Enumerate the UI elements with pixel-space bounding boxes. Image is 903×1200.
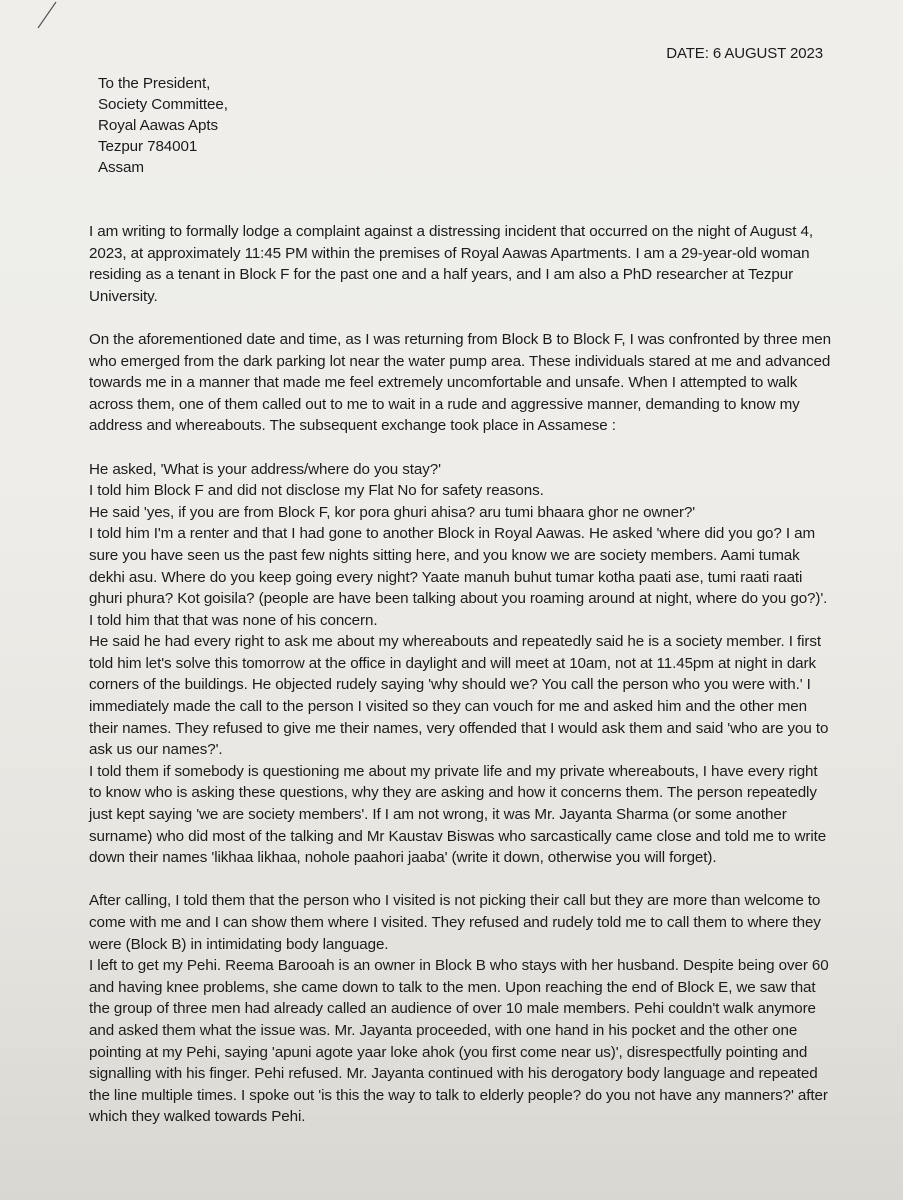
address-line: To the President, xyxy=(98,75,211,92)
address-line: Royal Aawas Apts xyxy=(98,117,218,134)
recipient-address xyxy=(98,73,228,178)
paragraph-incident: On the aforementioned date and time, as I was returning from Block B to Block F, I was confronted by three men who emerged from the dark parking lot near the water pump area. These individuals stared at me and advanced towards me in a manner that made me feel extremely uncomfortable and unsafe. When I attempted to walk across them, one of them called out to me to wait in a rude and aggressive manner, demanding to know my address and whereabouts. The subsequent exchange took place in Assamese : xyxy=(89,330,832,435)
address-line: Society Committee, xyxy=(98,96,228,113)
address-line: Tezpur 784001 xyxy=(98,138,198,155)
dialogue-line: I told him Block F and did not disclose my Flat No for safety reasons. xyxy=(89,482,544,500)
paragraph-pehi: I left to get my Pehi. Reema Barooah is an owner in Block B who stays with her husband. Despite being over 60 and having knee problems, she came down to talk to the men. Upon reaching the end of Block E, we saw that the group of three men had already called an audience of over 10 male members. Pehi couldn't walk anymore and asked them what the issue was. Mr. Jayanta proceeded, with one hand in his pocket and the other one pointing at my Pehi, saying 'apuni agote yaar loke ahok (you first come near us)', disrespectfully pointing and signalling with his finger. Pehi refused. Mr. Jayanta continued with his derogatory body language and repeated the line multiple times. I spoke out 'is this the way to talk to elderly people? do you not have any manners?' after which they walked towards Pehi. xyxy=(89,957,829,1126)
address-line: Assam xyxy=(98,159,144,176)
dialogue-line: I told him I'm a renter and that I had gone to another Block in Royal Aawas. He asked 'where did you go? I am sure you have seen us the past few nights sitting here, and you know we are society members. Aami tumak dekhi asu. Where do you keep going every night? Yaate manuh buhut tumar kotha paati ase, tumi raati raati ghuri phura? Kot goisila? (people are have been talking about you roaming around at night, where do you go?)'. xyxy=(89,525,828,608)
paragraph-intro: I am writing to formally lodge a complaint against a distressing incident that occurred on the night of August 4, 2023, at approximately 11:45 PM within the premises of Royal Aawas Apartments. I am a 29-year-old woman residing as a tenant in Block F for the past one and a half years, and I am also a PhD researcher at Tezpur University. xyxy=(89,223,814,305)
dialogue-line: I told them if somebody is questioning me about my private life and my private whereabouts, I have every right to know who is asking these questions, why they are asking and how it concerns them. The person repeatedly just kept saying 'we are society members'. If I am not wrong, it was Mr. Jayanta Sharma (or some another surname) who did most of the talking and Mr Kaustav Biswas who sarcastically came close and told me to write down their names 'likhaa likhaa, nohole paahori jaaba' (write it down, otherwise you will forget). xyxy=(89,762,827,867)
letter-date: DATE: 6 AUGUST 2023 xyxy=(666,45,823,62)
dialogue-line: He asked, 'What is your address/where do you stay?' xyxy=(89,460,441,478)
paragraph-after-call: After calling, I told them that the person who I visited is not picking their call but they are more than welcome to come with me and I can show them where I visited. They refused and rudely told me to call them to where they were (Block B) in intimidating body language. xyxy=(89,892,821,953)
pen-stroke-mark xyxy=(34,0,64,30)
dialogue-line: He said he had every right to ask me about my whereabouts and repeatedly said he is a society member. I first told him let's solve this tomorrow at the office in daylight and will meet at 10am, not at 11.45pm at night in dark corners of the buildings. He objected rudely saying 'why should we? You call the person who you were with.' I immediately made the call to the person I visited so they can vouch for me and asked him and the other men their names. They refused to give me their names, very offended that I would ask them and said 'who are you to ask us our names?'. xyxy=(89,633,829,759)
dialogue-line: I told him that that was none of his concern. xyxy=(89,611,378,629)
letter-body xyxy=(89,221,834,1128)
dialogue-line: He said 'yes, if you are from Block F, kor pora ghuri ahisa? aru tumi bhaara ghor ne owner?' xyxy=(89,503,696,521)
